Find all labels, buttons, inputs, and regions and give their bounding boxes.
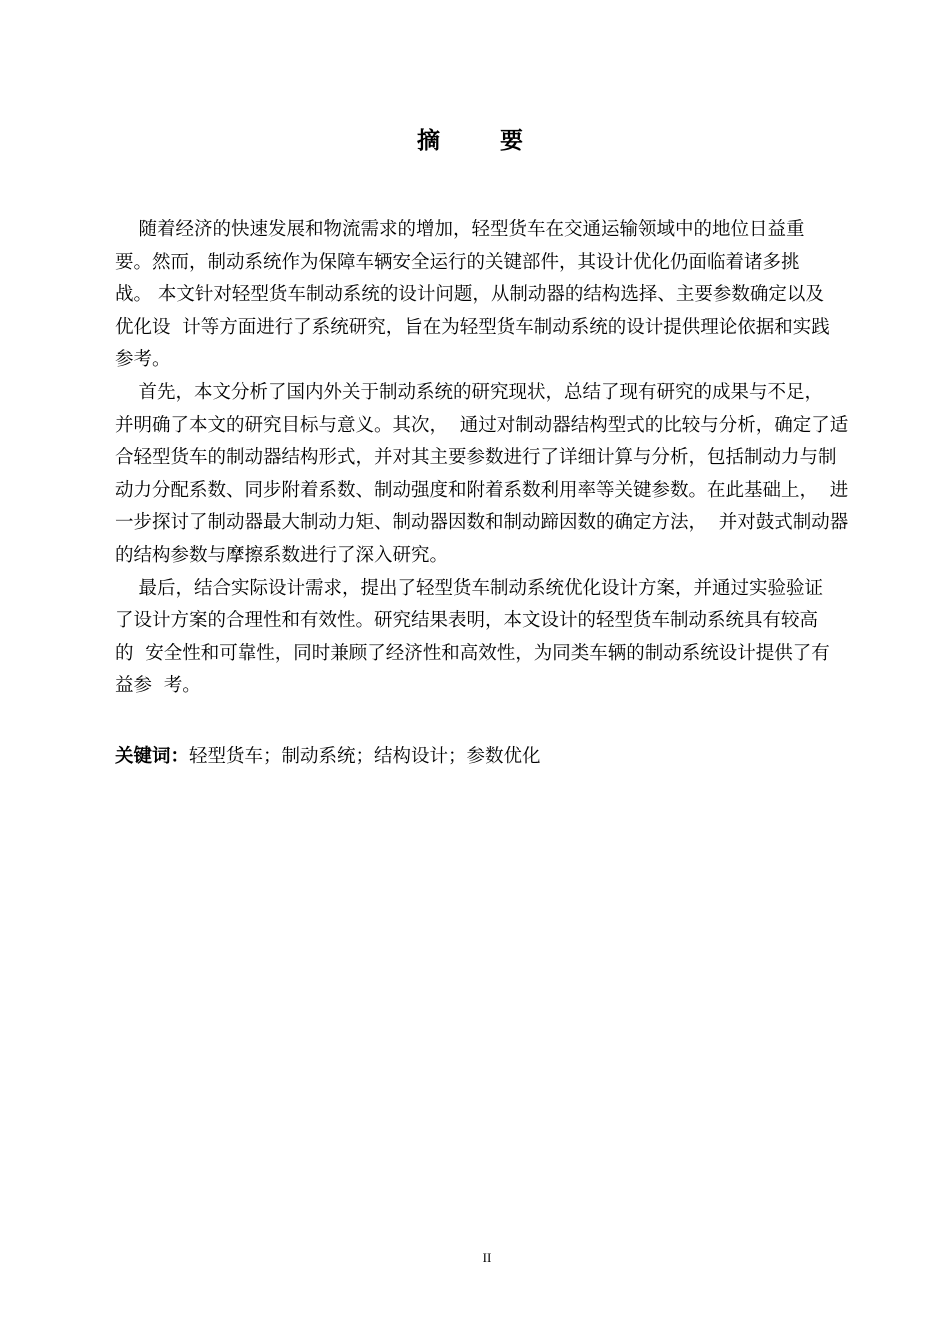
paragraph [115,377,875,573]
keywords [115,742,541,768]
paragraph-line: 参考。 [115,349,171,371]
paragraph-line: 优化设 计等方面进行了系统研究，旨在为轻型货车制动系统的设计提供理论依据和实践 [115,316,830,338]
paragraph-line: 益参 考。 [115,675,201,697]
abstract-body [115,214,875,703]
paragraph-line: 并明确了本文的研究目标与意义。其次， 通过对制动器结构型式的比较与分析，确定了适 [115,414,849,436]
page-title: 摘 要 [416,128,549,154]
paragraph [115,214,875,377]
paragraph-line: 合轻型货车的制动器结构形式，并对其主要参数进行了详细计算与分析，包括制动力与制 [115,447,837,469]
paragraph-line: 的结构参数与摩擦系数进行了深入研究。 [115,544,449,566]
paragraph [115,573,875,703]
paragraph-line: 最后，结合实际设计需求，提出了轻型货车制动系统优化设计方案，并通过实验验证 [115,577,824,599]
paragraph-line: 的 安全性和可靠性，同时兼顾了经济性和高效性，为同类车辆的制动系统设计提供了有 [115,642,830,664]
paragraph-line: 要。然而，制动系统作为保障车辆安全运行的关键部件，其设计优化仍面临着诸多挑 [115,251,800,273]
keywords-value: 轻型货车；制动系统；结构设计；参数优化 [189,746,541,767]
paragraph-line: 了设计方案的合理性和有效性。研究结果表明，本文设计的轻型货车制动系统具有较高 [115,610,819,632]
page-number: II [482,1250,492,1265]
keywords-label: 关键词： [115,746,190,767]
paragraph-line: 动力分配系数、同步附着系数、制动强度和附着系数利用率等关键参数。在此基础上， 进 [115,479,849,501]
paragraph-line: 首先，本文分析了国内外关于制动系统的研究现状，总结了现有研究的成果与不足， [115,381,824,403]
paragraph-line: 随着经济的快速发展和物流需求的增加，轻型货车在交通运输领域中的地位日益重 [115,219,805,240]
paragraph-line: 战。 本文针对轻型货车制动系统的设计问题，从制动器的结构选择、主要参数确定以及 [115,284,824,306]
paragraph-line: 一步探讨了制动器最大制动力矩、制动器因数和制动蹄因数的确定方法， 并对鼓式制动器 [115,512,849,534]
